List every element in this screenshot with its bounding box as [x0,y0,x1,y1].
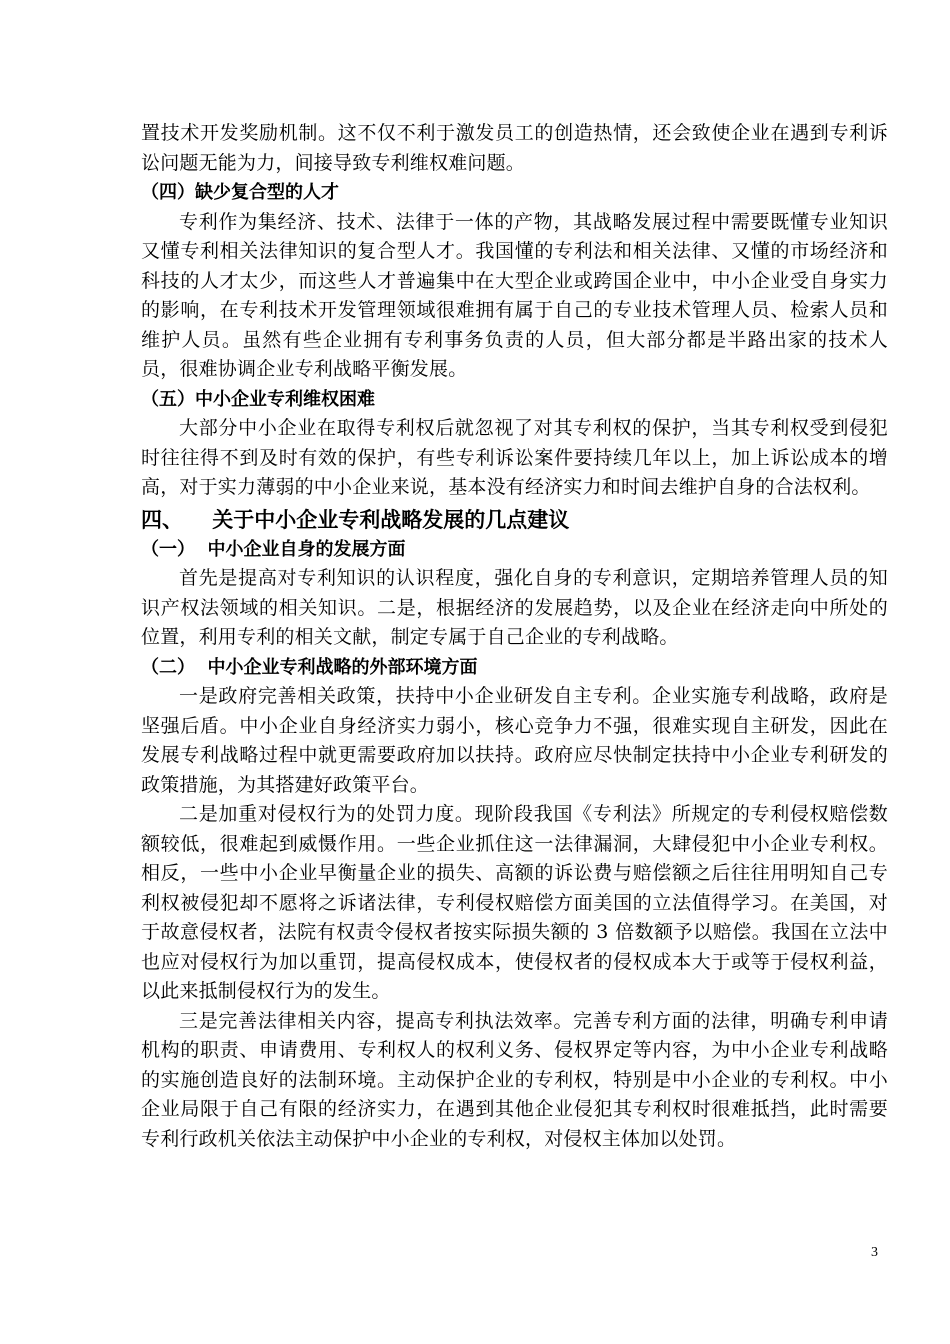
subheading-rights-protection: （五）中小企业专利维权困难 [141,388,375,410]
paragraph-law-enforcement: 三是完善法律相关内容，提高专利执法效率。完善专利方面的法律，明确专利申请机构的职责、申请费用、专利权人的权利义务、侵权界定等内容，为中小企业专利战略的实施创造良好的法制环境。主动保护企业的专利权，特别是中小企业的专利权。中小企业局限于自己有限的经济实力，在遇到其他企业侵犯其专利权时很难抵挡，此时需要专利行政机关依法主动保护中小企业的专利权，对侵权主体加以处罚。 [141,1009,888,1150]
paragraph-rights-protection: 大部分中小企业在取得专利权后就忽视了对其专利权的保护，当其专利权受到侵犯时往往得不到及时有效的保护，有些专利诉讼案件要持续几年以上，加上诉讼成本的增高，对于实力薄弱的中小企业来说，基本没有经济实力和时间去维护自身的合法权利。 [141,417,888,498]
paragraph-government-policy: 一是政府完善相关政策，扶持中小企业研发自主专利。企业实施专利战略，政府是坚强后盾。中小企业自身经济实力弱小，核心竞争力不强，很难实现自主研发，因此在发展专利战略过程中就更需要政府加以扶持。政府应尽快制定扶持中小企业专利研发的政策措施，为其搭建好政策平台。 [141,685,888,796]
subheading-lack-of-talent: （四）缺少复合型的人才 [141,182,339,203]
subheading-external-environment: （二） 中小企业专利战略的外部环境方面 [141,656,478,678]
paragraph-self-development: 首先是提高对专利知识的认识程度，强化自身的专利意识，定期培养管理人员的知识产权法领域的相关知识。二是，根据经济的发展趋势，以及企业在经济走向中所处的位置，利用专利的相关文献，制定专属于自己企业的专利战略。 [141,567,888,648]
section-heading-suggestions: 四、 关于中小企业专利战略发展的几点建议 [141,507,570,532]
subheading-self-development: （一） 中小企业自身的发展方面 [141,538,406,560]
paragraph-continuation: 置技术开发奖励机制。这不仅不利于激发员工的创造热情，还会致使企业在遇到专利诉讼问题无能为力，间接导致专利维权难问题。 [141,122,888,174]
document-body [141,119,888,1154]
page-number: 3 [871,1245,878,1260]
paragraph-penalties: 二是加重对侵权行为的处罚力度。现阶段我国《专利法》所规定的专利侵权赔偿数额较低，很难起到威慑作用。一些企业抓住这一法律漏洞，大肆侵犯中小企业专利权。相反，一些中小企业早衡量企业的损失、高额的诉讼费与赔偿额之后往往用明知自己专利权被侵犯却不愿将之诉诸法律，专利侵权赔偿方面美国的立法值得学习。在美国，对于故意侵权者，法院有权责令侵权者按实际损失额的 3 倍数额予以赔偿。我国在立法中也应对侵权行为加以重罚，提高侵权成本，使侵权者的侵权成本大于或等于侵权利益，以此来抵制侵权行为的发生。 [141,803,888,1002]
paragraph-talent: 专利作为集经济、技术、法律于一体的产物，其战略发展过程中需要既懂专业知识又懂专利相关法律知识的复合型人才。我国懂的专利法和相关法律、又懂的市场经济和科技的人才太少，而这些人才普遍集中在大型企业或跨国企业中，中小企业受自身实力的影响，在专利技术开发管理领域很难拥有属于自己的专业技术管理人员、检索人员和维护人员。虽然有些企业拥有专利事务负责的人员，但大部分都是半路出家的技术人员，很难协调企业专利战略平衡发展。 [141,210,888,380]
